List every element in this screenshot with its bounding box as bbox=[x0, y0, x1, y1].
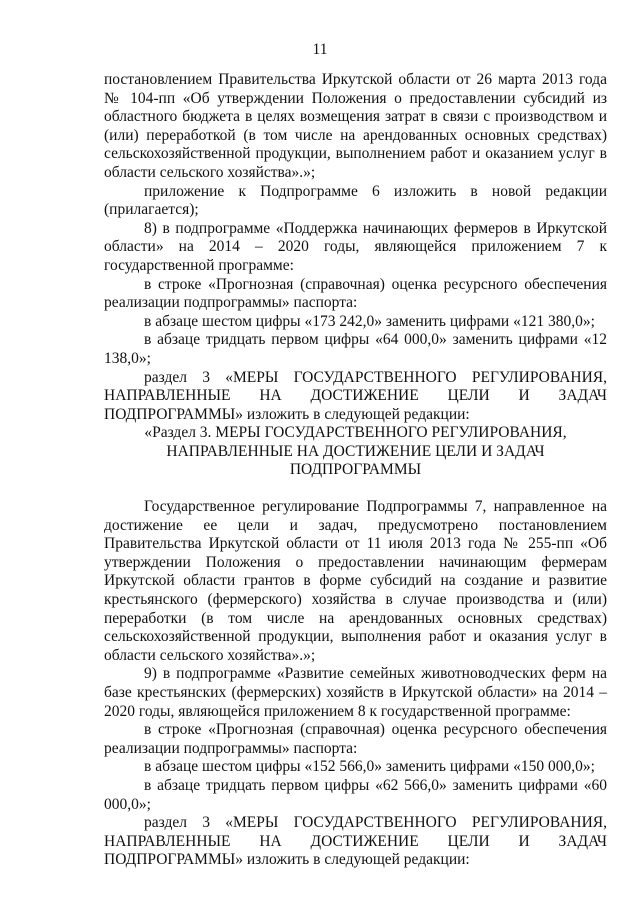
paragraph-appendix-6: приложение к Подпрограмме 6 изложить в новой редакции (прилагается); bbox=[104, 182, 607, 219]
paragraph-forecast-row: в строке «Прогнозная (справочная) оценка ресурсного обеспечения реализации подпрограммы» паспорта: bbox=[104, 275, 607, 312]
paragraph-thirty-first-abzac-2: в абзаце тридцать первом цифры «62 566,0» заменить цифрами «60 000,0»; bbox=[104, 776, 607, 813]
section-3-heading: «Раздел 3. МЕРЫ ГОСУДАРСТВЕННОГО РЕГУЛИРОВАНИЯ, НАПРАВЛЕННЫЕ НА ДОСТИЖЕНИЕ ЦЕЛИ И ЗАДАЧ ПОДПРОГРАММЫ bbox=[144, 424, 567, 479]
paragraph-sixth-abzac: в абзаце шестом цифры «173 242,0» заменить цифрами «121 380,0»; bbox=[144, 312, 595, 330]
paragraph-item-8: 8) в подпрограмме «Поддержка начинающих фермеров в Иркутской области» на 2014 – 2020 годы, являющейся приложением 7 к государственной программе: bbox=[104, 219, 607, 274]
paragraph-item-9: 9) в подпрограмме «Развитие семейных животноводческих ферм на базе крестьянских (фермерских) хозяйств в Иркутской области» на 2014 – 2020 годы, являющейся приложением 8 к государственной программе: bbox=[104, 665, 607, 720]
document-body bbox=[104, 71, 607, 870]
paragraph-sixth-abzac-2: в абзаце шестом цифры «152 566,0» заменить цифрами «150 000,0»; bbox=[144, 758, 595, 776]
paragraph-section-3-instruction-2: раздел 3 «МЕРЫ ГОСУДАРСТВЕННОГО РЕГУЛИРОВАНИЯ, НАПРАВЛЕННЫЕ НА ДОСТИЖЕНИЕ ЦЕЛИ И ЗАДАЧ ПОДПРОГРАММЫ» изложить в следующей редакции: bbox=[104, 814, 607, 869]
paragraph-thirty-first-abzac: в абзаце тридцать первом цифры «64 000,0» заменить цифрами «12 138,0»; bbox=[104, 331, 607, 367]
spacer bbox=[104, 480, 607, 498]
paragraph-forecast-row-2: в строке «Прогнозная (справочная) оценка ресурсного обеспечения реализации подпрограммы» паспорта: bbox=[104, 721, 607, 757]
paragraph-resolution-104pp: постановлением Правительства Иркутской области от 26 марта 2013 года № 104-пп «Об утверждении Положения о предоставлении субсидий из областного бюджета в целях возмещения затрат в связи с производством и (или) переработкой (в том числе на арендованных основных средствах) сельскохозяйственной продукции, выполнением работ и оказанием услуг в области сельского хозяйства».»; bbox=[104, 71, 607, 181]
page-number: 11 bbox=[312, 41, 328, 58]
paragraph-state-regulation: Государственное регулирование Подпрограммы 7, направленное на достижение ее цели и задач, предусмотрено постановлением Правительства Иркутской области от 11 июля 2013 года № 255-пп «Об утверждении Положения о предоставлении начинающим фермерам Иркутской области грантов в форме субсидий на создание и развитие крестьянского (фермерского) хозяйства в случае производства и (или) переработки (в том числе на арендованных основных средствах) сельскохозяйственной продукции, выполнения работ и оказания услуг в области сельского хозяйства».»; bbox=[104, 498, 607, 664]
paragraph-section-3-instruction: раздел 3 «МЕРЫ ГОСУДАРСТВЕННОГО РЕГУЛИРОВАНИЯ, НАПРАВЛЕННЫЕ НА ДОСТИЖЕНИЕ ЦЕЛИ И ЗАДАЧ ПОДПРОГРАММЫ» изложить в следующей редакции: bbox=[104, 368, 607, 423]
